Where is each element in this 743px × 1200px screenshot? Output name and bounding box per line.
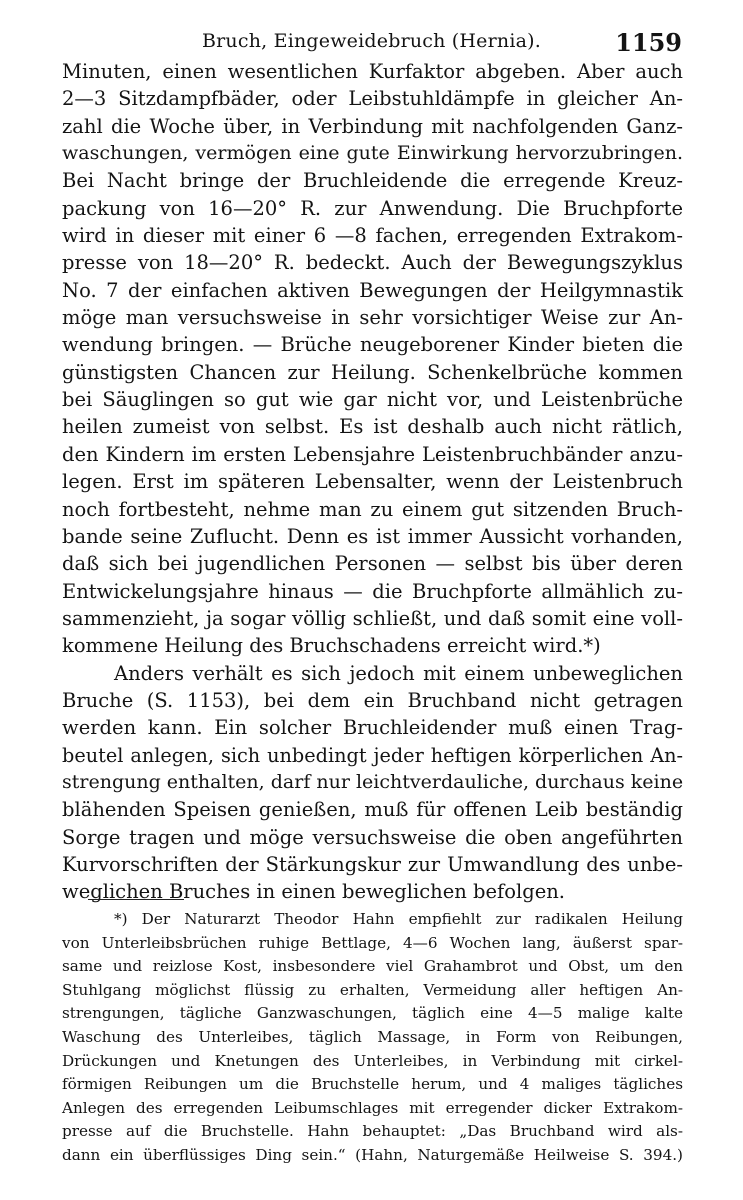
text-line: kommene Heilung des Bruchschadens erreicht wird.*) [62,634,601,658]
text-line: Bruche (S. 1153), bei dem ein Bruchband nicht getragen [62,688,683,712]
running-title: Bruch, Eingeweidebruch (Hernia). [201,30,542,52]
footnote-line: same und reizlose Kost, insbesondere viel Grahambrot und Obst, um den [62,957,683,976]
page-number: 1159 [615,28,682,57]
text-line: wird in dieser mit einer 6 —8 fachen, erregenden Extrakom- [62,224,683,248]
text-line: den Kindern im ersten Lebensjahre Leistenbruchbänder anzu- [62,442,683,466]
text-line: daß sich bei jugendlichen Personen — selbst bis über deren [62,552,683,576]
footnote-line: strengungen, tägliche Ganzwaschungen, täglich eine 4—5 malige kalte [62,1004,683,1023]
main-text [62,58,683,906]
text-line: waschungen, vermögen eine gute Einwirkung hervorzubringen. [62,142,683,165]
footnote-line: presse auf die Bruchstelle. Hahn behauptet: „Das Bruchband wird als- [62,1122,683,1141]
text-line: No. 7 der einfachen aktiven Bewegungen der Heilgymnastik [62,278,683,302]
footnote-line: förmigen Reibungen um die Bruchstelle herum, und 4 maliges tägliches [62,1075,683,1094]
footnote-line: Waschung des Unterleibes, täglich Massage, in Form von Reibungen, [62,1027,683,1046]
text-line: heilen zumeist von selbst. Es ist deshalb auch nicht rätlich, [62,415,683,439]
page-header [0,28,743,60]
text-line: Anders verhält es sich jedoch mit einem unbeweglichen [114,661,683,685]
text-line: günstigsten Chancen zur Heilung. Schenkelbrüche kommen [62,360,683,384]
text-line: Minuten, einen wesentlichen Kurfaktor abgeben. Aber auch [62,60,683,83]
footnote-line: Drückungen und Knetungen des Unterleibes, in Verbindung mit cirkel- [62,1051,683,1070]
text-line: weglichen Bruches in einen beweglichen befolgen. [62,880,566,904]
text-line: presse von 18—20° R. bedeckt. Auch der Bewegungszyklus [62,251,683,275]
text-line: Entwickelungsjahre hinaus — die Bruchpforte allmählich zu- [62,579,683,603]
text-line: noch fortbesteht, nehme man zu einem gut sitzenden Bruch- [62,497,683,521]
text-line: möge man versuchsweise in sehr vorsichtiger Weise zur An- [62,306,683,330]
footnote-line: Anlegen des erregenden Leibumschlages mit erregender dicker Extrakom- [62,1098,683,1117]
text-line: blähenden Speisen genießen, muß für offenen Leib beständig [62,798,683,822]
text-line: Sorge tragen und möge versuchsweise die oben angeführten [62,825,683,849]
footnote-line: dann ein überflüssiges Ding sein.“ (Hahn, Naturgemäße Heilweise S. 394.) [62,1145,683,1164]
text-line: bei Säuglingen so gut wie gar nicht vor, und Leistenbrüche [62,388,683,412]
text-line: beutel anlegen, sich unbedingt jeder heftigen körperlichen An- [62,743,683,767]
footnote-line: Stuhlgang möglichst flüssig zu erhalten, Vermeidung aller heftigen An- [62,980,683,999]
footnote-line: von Unterleibsbrüchen ruhige Bettlage, 4—6 Wochen lang, äußerst spar- [62,933,683,952]
text-line: packung von 16—20° R. zur Anwendung. Die Bruchpforte [62,196,683,220]
text-line: werden kann. Ein solcher Bruchleidender muß einen Trag- [62,716,683,740]
text-line: 2—3 Sitzdampfbäder, oder Leibstuhldämpfe in gleicher An- [62,87,683,111]
footnote [62,908,683,1168]
text-line: sammenzieht, ja sogar völlig schließt, und daß somit eine voll- [62,606,683,630]
text-line: Bei Nacht bringe der Bruchleidende die erregende Kreuz- [62,169,683,193]
footnote-line: *) Der Naturarzt Theodor Hahn empfiehlt zur radikalen Heilung [114,910,683,928]
text-line: strengung enthalten, darf nur leichtverdauliche, durchaus keine [62,770,684,793]
footnote-separator [88,899,184,900]
text-line: bande seine Zuflucht. Denn es ist immer Aussicht vorhanden, [62,524,683,548]
text-line: zahl die Woche über, in Verbindung mit nachfolgenden Ganz- [62,114,683,138]
text-line: Kurvorschriften der Stärkungskur zur Umwandlung des unbe- [62,852,683,876]
text-line: legen. Erst im späteren Lebensalter, wenn der Leistenbruch [62,470,683,494]
text-line: wendung bringen. — Brüche neugeborener Kinder bieten die [62,333,683,357]
